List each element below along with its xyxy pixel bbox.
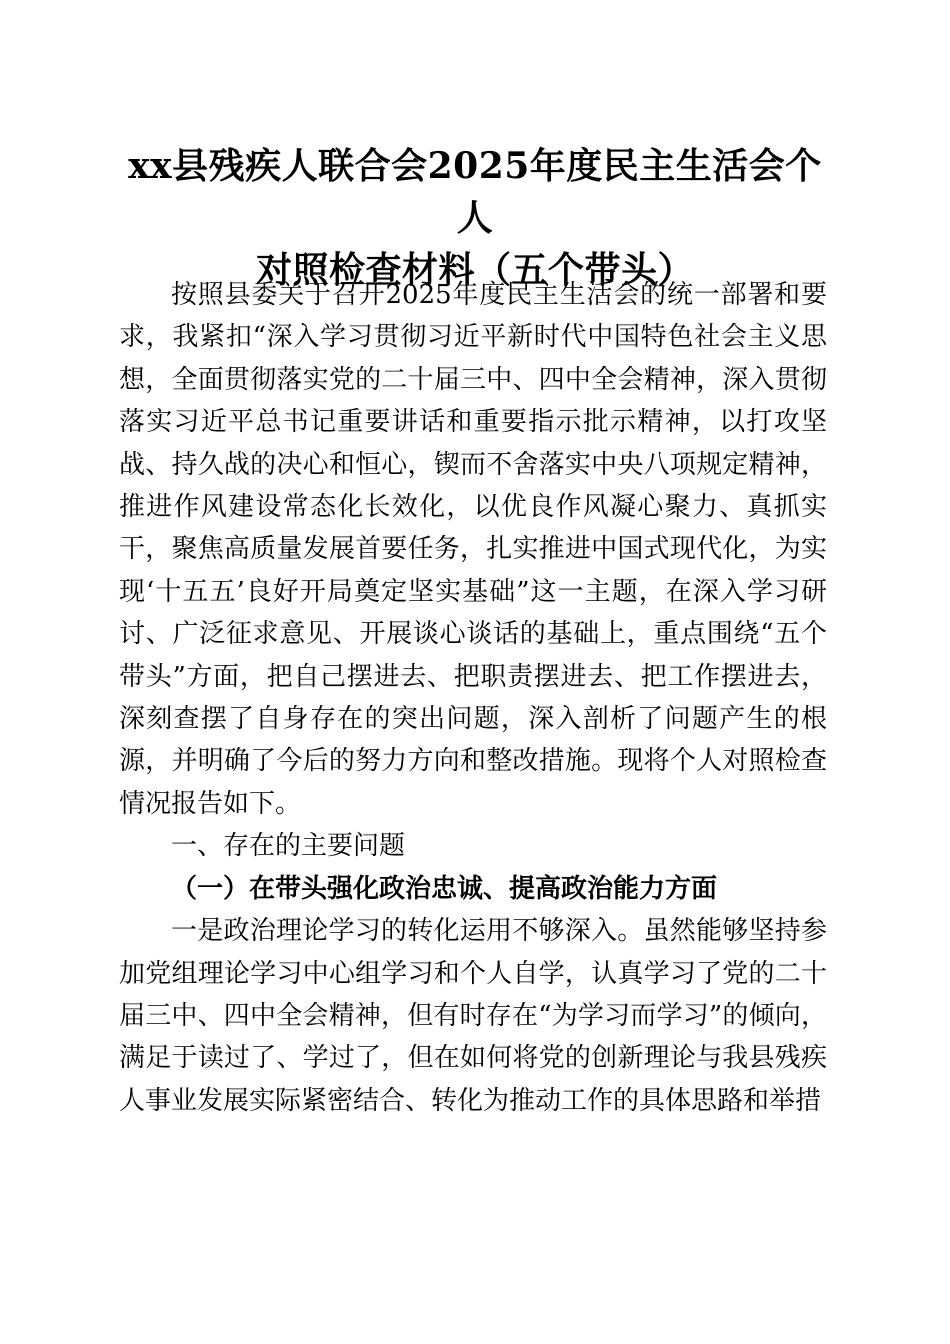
section-heading: 一、存在的主要问题 (171, 831, 406, 862)
title-line-2: 对照检查材料（五个带头） (255, 249, 694, 291)
subsection-heading: （一）在带头强化政治忠诚、提高政治能力方面 (171, 873, 718, 904)
title-line-1: xx县残疾人联合会2025年度民主生活会个人 (128, 145, 822, 239)
document-title (110, 140, 840, 296)
intro-paragraph: 按照县委关于召开2025年度民主生活会的统一部署和要求，我紧扣“深入学习贯彻习近平新时代中国特色社会主义思想，全面贯彻落实党的二十届三中、四中全会精神，深入贯彻落实习近平总书记重要讲话和重要指示批示精神，以打攻坚战、持久战的决心和恒心，锲而不舍落实中央八项规定精神，推进作风建设常态化长效化，以优良作风凝心聚力、真抓实干，聚焦高质量发展首要任务，扎实推进中国式现代化，为实现‘十五五’良好开局奠定坚实基础”这一主题，在深入学习研讨、广泛征求意见、开展谈心谈话的基础上，重点围绕“五个带头”方面，把自己摆进去、把职责摆进去、把工作摆进去，深刻查摆了自身存在的突出问题，深入剖析了问题产生的根源，并明确了今后的努力方向和整改措施。现将个人对照检查情况报告如下。 (119, 280, 827, 819)
document-body (119, 274, 827, 1122)
point-paragraph: 一是政治理论学习的转化运用不够深入。虽然能够坚持参加党组理论学习中心组学习和个人自学，认真学习了党的二十届三中、四中全会精神，但有时存在“为学习而学习”的倾向，满足于读过了、学过了，但在如何将党的创新理论与我县残疾人事业发展实际紧密结合、转化为推动工作的具体思路和举措 (119, 916, 827, 1116)
